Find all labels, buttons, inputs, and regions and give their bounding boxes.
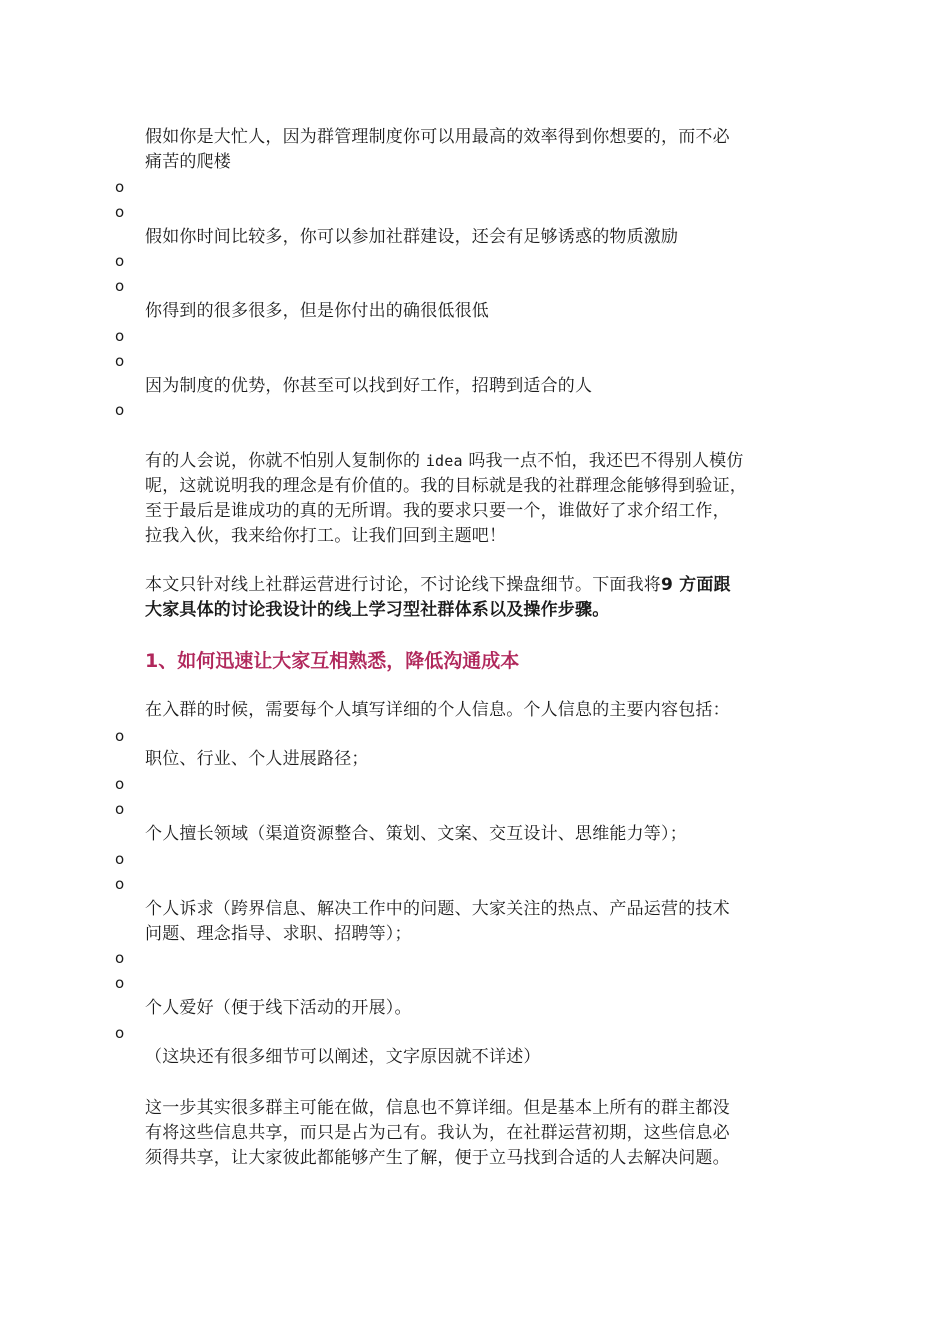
- bullet-marker: o: [115, 277, 125, 295]
- text-span: 吗我一点不怕，我还巴不得别人模仿: [462, 451, 744, 471]
- bullet-marker: o: [115, 949, 125, 967]
- list-item: 问题、理念指导、求职、招聘等）；: [145, 924, 412, 944]
- bullet-marker: o: [115, 1024, 125, 1042]
- paragraph-line: 呢，这就说明我的理念是有价值的。我的目标就是我的社群理念能够得到验证，: [145, 476, 747, 496]
- bullet-marker: o: [115, 327, 125, 345]
- paragraph-line: [145, 449, 744, 473]
- section-heading: 1、如何迅速让大家互相熟悉，降低沟通成本: [145, 650, 520, 672]
- note-text: （这块还有很多细节可以阐述，文字原因就不详述）: [145, 1047, 541, 1067]
- bullet-marker: o: [115, 252, 125, 270]
- text-line: 痛苦的爬楼: [145, 152, 231, 172]
- paragraph-line: 拉我入伙，我来给你打工。让我们回到主题吧！: [145, 526, 507, 546]
- bullet-marker: o: [115, 850, 125, 868]
- paragraph-line: 这一步其实很多群主可能在做，信息也不算详细。但是基本上所有的群主都没: [145, 1098, 730, 1118]
- bullet-marker: o: [115, 775, 125, 793]
- paragraph-line: 有将这些信息共享，而只是占为己有。我认为，在社群运营初期，这些信息必: [145, 1123, 730, 1143]
- list-item: 职位、行业、个人进展路径；: [145, 749, 369, 769]
- emphasis-text: 9 方面跟: [661, 575, 731, 595]
- text-span: 有的人会说，你就不怕别人复制你的: [145, 451, 426, 471]
- bullet-marker: o: [115, 800, 125, 818]
- paragraph-line: 须得共享，让大家彼此都能够产生了解，便于立马找到合适的人去解决问题。: [145, 1148, 730, 1168]
- text-line: 你得到的很多很多，但是你付出的确很低很低: [145, 301, 489, 321]
- bullet-marker: o: [115, 352, 125, 370]
- bullet-marker: o: [115, 203, 125, 221]
- paragraph-line: 至于最后是谁成功的真的无所谓。我的要求只要一个，谁做好了求介绍工作，: [145, 501, 730, 521]
- text-span: 本文只针对线上社群运营进行讨论，不讨论线下操盘细节。下面我将: [145, 575, 661, 595]
- bullet-marker: o: [115, 401, 125, 419]
- bullet-marker: o: [115, 727, 125, 745]
- bullet-marker: o: [115, 178, 125, 196]
- text-line: 假如你是大忙人，因为群管理制度你可以用最高的效率得到你想要的，而不必: [145, 127, 730, 147]
- idea-term: idea: [425, 452, 463, 470]
- list-item: 个人爱好（便于线下活动的开展）。: [145, 998, 412, 1018]
- list-item: 个人擅长领域（渠道资源整合、策划、文案、交互设计、思维能力等）；: [145, 824, 687, 844]
- bullet-marker: o: [115, 875, 125, 893]
- bullet-marker: o: [115, 974, 125, 992]
- text-line: 因为制度的优势，你甚至可以找到好工作，招聘到适合的人: [145, 376, 593, 396]
- emphasis-line: 大家具体的讨论我设计的线上学习型社群体系以及操作步骤。: [145, 600, 610, 620]
- list-item: 个人诉求（跨界信息、解决工作中的问题、大家关注的热点、产品运营的技术: [145, 899, 730, 919]
- text-line: 假如你时间比较多，你可以参加社群建设，还会有足够诱惑的物质激励: [145, 227, 679, 247]
- paragraph-line: 在入群的时候，需要每个人填写详细的个人信息。个人信息的主要内容包括：: [145, 700, 730, 720]
- paragraph-line: [145, 573, 731, 597]
